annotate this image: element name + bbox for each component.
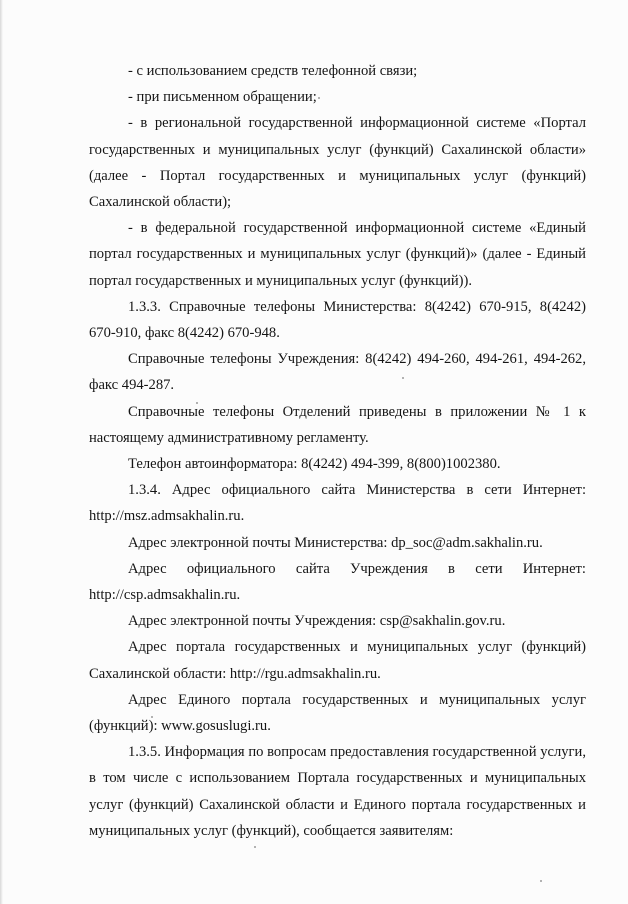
paragraph-autoinformer-phone: Телефон автоинформатора: 8(4242) 494-399, 8(800)1002380. [128, 456, 501, 473]
paragraph-ministry-website: 1.3.4. Адрес официального сайта Министерства в сети Интернет: http://msz.admsakhalin.ru. [89, 482, 586, 525]
scan-speck [318, 97, 320, 99]
scan-speck [540, 880, 542, 882]
paragraph-branch-phones: Справочные телефоны Отделений приведены в приложении № 1 к настоящему административному регламенту. [89, 403, 586, 446]
scan-speck [196, 402, 198, 404]
paragraph-institution-phones: Справочные телефоны Учреждения: 8(4242) 494-260, 494-261, 494-262, факс 494-287. [89, 351, 586, 394]
scan-speck [254, 846, 256, 848]
paragraph-regional-portal: - в региональной государственной информационной системе «Портал государственных и муниципальных услуг (функций) Сахалинской области» (далее - Портал государственных и муниципальных услуг (функций) Сахалинской области); [89, 115, 586, 211]
scan-edge-shadow [0, 0, 3, 904]
paragraph-ministry-email: Адрес электронной почты Министерства: dp_soc@adm.sakhalin.ru. [128, 534, 543, 551]
paragraph-phone-contact: - с использованием средств телефонной связи; [128, 63, 418, 79]
paragraph-regional-portal-address: Адрес портала государственных и муниципальных услуг (функций) Сахалинской области: http://rgu.admsakhalin.ru. [89, 639, 586, 682]
paragraph-institution-website: Адрес официального сайта Учреждения в сети Интернет: http://csp.admsakhalin.ru. [89, 560, 586, 604]
paragraph-institution-email: Адрес электронной почты Учреждения: csp@sakhalin.gov.ru. [128, 613, 506, 630]
scan-speck [402, 377, 404, 379]
paragraph-federal-portal: - в федеральной государственной информационной системе «Единый портал государственных и муниципальных услуг (функций)» (далее - Единый портал государственных и муниципальных услуг (функций)). [89, 220, 586, 289]
document-body [89, 58, 586, 844]
paragraph-information-provision: 1.3.5. Информация по вопросам предоставления государственной услуги, в том числе с использованием Портала государственных и муниципальных услуг (функций) Сахалинской области и Единого портала государственных и муниципальных услуг (функций), сообщается заявителям: [89, 744, 586, 839]
scan-speck [151, 716, 153, 718]
paragraph-ministry-phones: 1.3.3. Справочные телефоны Министерства: 8(4242) 670-915, 8(4242) 670-910, факс 8(4242) 670-948. [89, 298, 586, 342]
paragraph-written-request: - при письменном обращении; [128, 89, 317, 106]
paragraph-unified-portal-address: Адрес Единого портала государственных и муниципальных услуг (функций): www.gosuslugi.ru. [89, 691, 586, 735]
